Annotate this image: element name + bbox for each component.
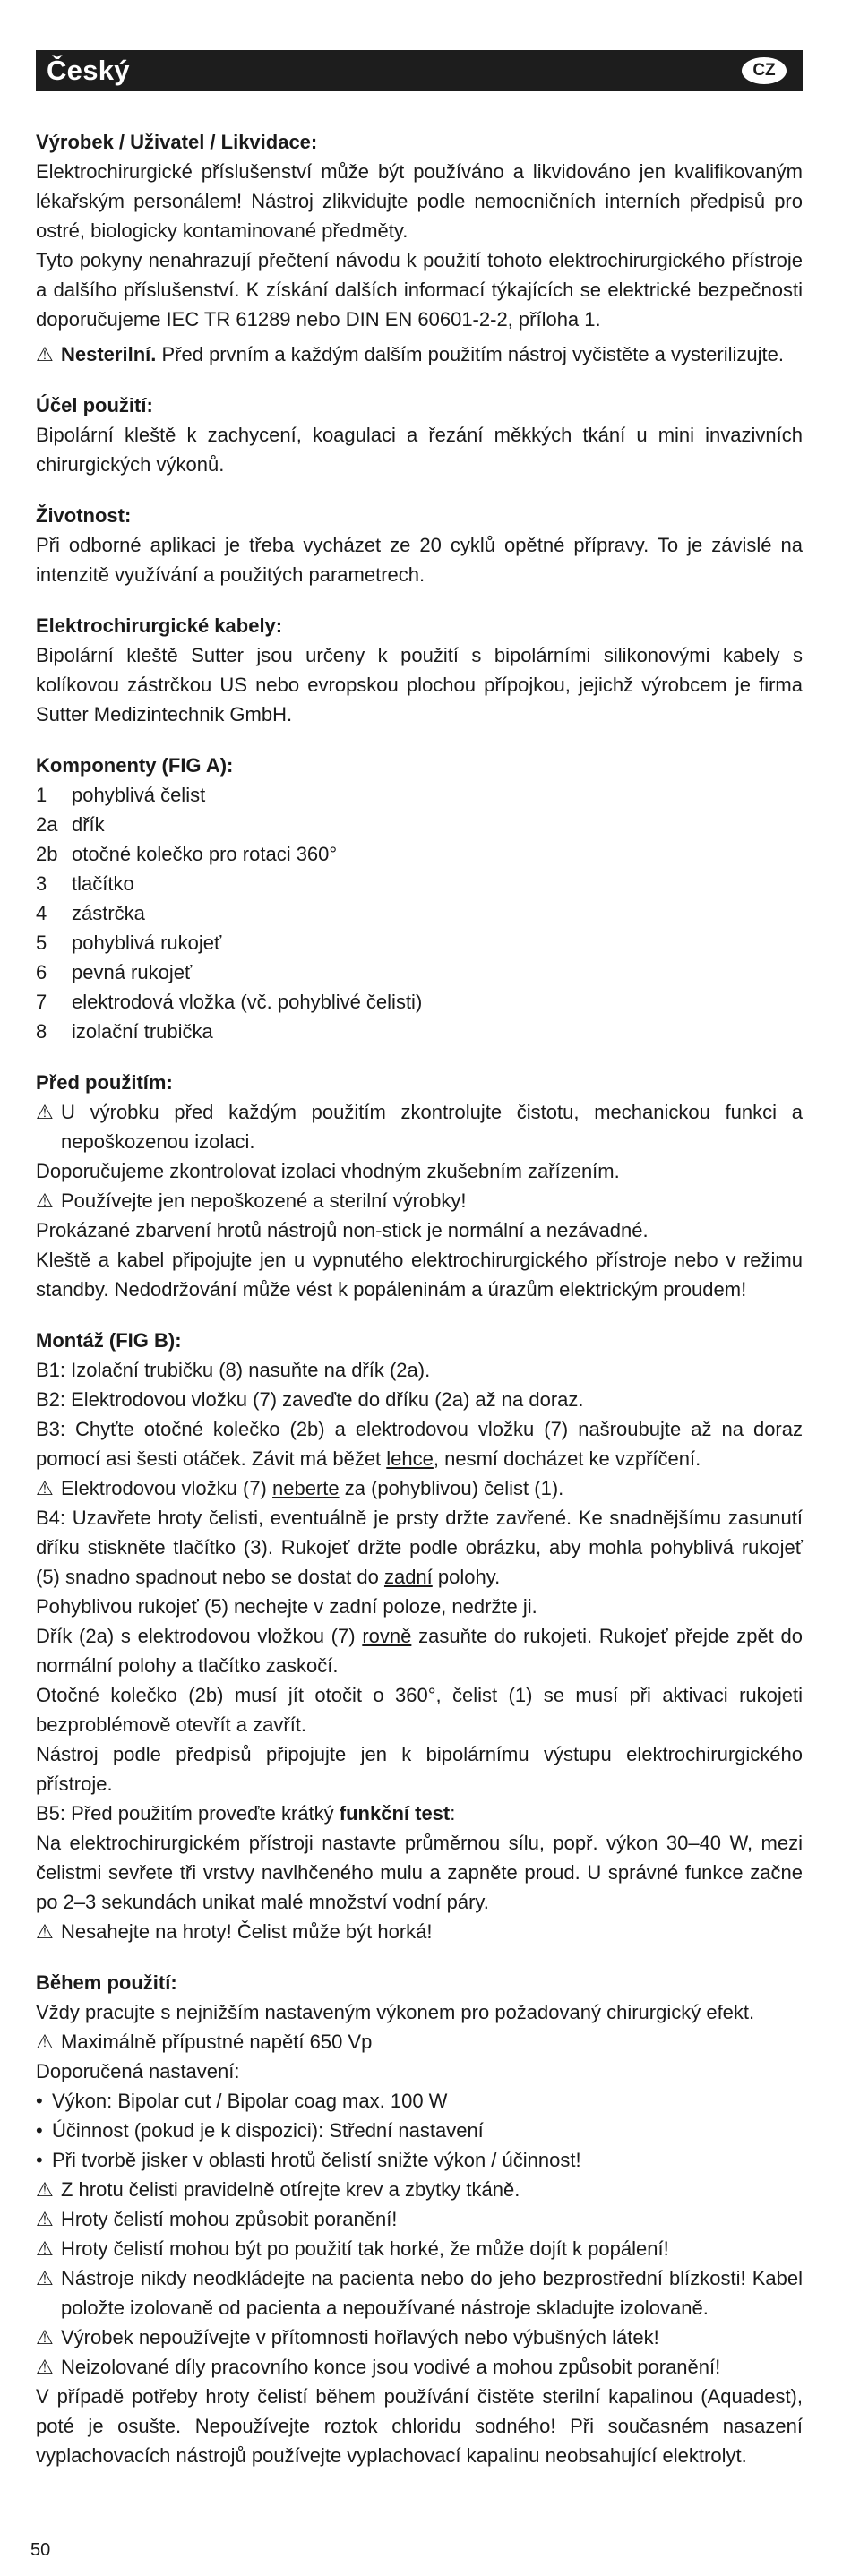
bullet-text: Výkon: Bipolar cut / Bipolar coag max. 100 W	[52, 2090, 448, 2112]
paragraph: Otočné kolečko (2b) musí jít otočit o 360°, čelist (1) se musí při aktivaci rukojeti bezproblémově otevřít a zavřít.	[36, 1684, 803, 1736]
warning-icon: ⚠	[36, 1101, 54, 1123]
page	[36, 50, 803, 2492]
warning-icon: ⚠	[36, 1920, 54, 1943]
list-item	[36, 780, 803, 810]
section-heading: Životnost:	[36, 504, 132, 527]
bullet-icon: •	[36, 2149, 43, 2171]
underlined-text: lehce	[386, 1447, 434, 1470]
item-number: 3	[36, 872, 47, 895]
text-run: Dřík (2a) s elektrodovou vložkou (7)	[36, 1625, 363, 1647]
warning-icon: ⚠	[36, 2237, 54, 2260]
underlined-text: neberte	[272, 1477, 340, 1499]
paragraph: Doporučená nastavení:	[36, 2060, 240, 2082]
warning-icon: ⚠	[36, 1477, 54, 1499]
bullet-item	[36, 2086, 803, 2116]
item-number: 1	[36, 784, 47, 806]
paragraph: V případě potřeby hroty čelistí během používání čistěte sterilní kapalinou (Aquadest), poté je osušte. Nepoužívejte roztok chloridu sodného! Při současném nasazení vyplachovacích nástrojů používejte vyplachovací kapalinu neobsahující elektrolyt.	[36, 2385, 803, 2467]
paragraph: Bipolární kleště Sutter jsou určeny k použití s bipolárními silikonovými kabely s kolíkovou zástrčkou US nebo evropskou plochou přípojkou, jejichž výrobcem je firma Sutter Medizintechnik GmbH.	[36, 644, 803, 726]
warning-icon: ⚠	[36, 2031, 54, 2053]
item-number: 2b	[36, 843, 58, 865]
warning-text: Před prvním a každým dalším použitím nástroj vyčistěte a vysterilizujte.	[156, 343, 784, 365]
bullet-item	[36, 2145, 803, 2175]
underlined-text: rovně	[362, 1625, 412, 1647]
section-before-use	[36, 1068, 803, 1304]
warning-icon: ⚠	[36, 1189, 54, 1212]
warning-text: U výrobku před každým použitím zkontrolujte čistotu, mechanickou funkci a nepoškozenou izolaci.	[61, 1101, 803, 1153]
section-components	[36, 751, 803, 1046]
item-label: izolační trubička	[72, 1020, 213, 1043]
bullet-text: Při tvorbě jisker v oblasti hrotů čelistí snižte výkon / účinnost!	[52, 2149, 581, 2171]
warning-note	[36, 2234, 803, 2263]
step-b1: B1: Izolační trubičku (8) nasuňte na dřík (2a).	[36, 1359, 431, 1381]
section-cables	[36, 611, 803, 729]
section-heading: Před použitím:	[36, 1071, 173, 1094]
warning-text: Z hrotu čelisti pravidelně otírejte krev a zbytky tkáně.	[61, 2178, 520, 2201]
section-heading: Komponenty (FIG A):	[36, 754, 234, 777]
country-code-badge: CZ	[742, 57, 787, 84]
section-heading: Elektrochirurgické kabely:	[36, 614, 283, 637]
text-run: polohy.	[432, 1566, 501, 1588]
list-item	[36, 839, 803, 869]
item-label: pohyblivá rukojeť	[72, 932, 222, 954]
item-label: elektrodová vložka (vč. pohyblivé čelisti)	[72, 991, 423, 1013]
item-label: dřík	[72, 813, 105, 836]
warning-text: Neizolované díly pracovního konce jsou vodivé a mohou způsobit poranění!	[61, 2356, 721, 2378]
item-number: 2a	[36, 813, 58, 836]
step-b2: B2: Elektrodovou vložku (7) zaveďte do dříku (2a) až na doraz.	[36, 1388, 584, 1411]
bullet-icon: •	[36, 2090, 43, 2112]
warning-text: Výrobek nepoužívejte v přítomnosti hořlavých nebo výbušných látek!	[61, 2326, 659, 2348]
warning-icon: ⚠	[36, 343, 54, 365]
warning-text: Hroty čelistí mohou být po použití tak horké, že může dojít k popálení!	[61, 2237, 669, 2260]
section-heading: Účel použití:	[36, 394, 153, 416]
warning-icon: ⚠	[36, 2178, 54, 2201]
section-intended-use	[36, 391, 803, 479]
list-item	[36, 869, 803, 898]
language-header-bar	[36, 50, 803, 91]
warning-text: Nástroje nikdy neodkládejte na pacienta nebo do jeho bezprostřední blízkosti! Kabel položte izolovaně od pacienta a nepoužívané nástroje skladujte izolovaně.	[61, 2267, 803, 2319]
page-number: 50	[30, 2540, 51, 2560]
paragraph: Tyto pokyny nenahrazují přečtení návodu k použití tohoto elektrochirurgického přístroje a dalšího příslušenství. K získání dalších informací týkajících se elektrické bezpečnosti doporučujeme IEC TR 61289 nebo DIN EN 60601-2-2, příloha 1.	[36, 249, 803, 331]
item-label: zástrčka	[72, 902, 145, 924]
warning-note	[36, 2204, 803, 2234]
warning-note	[36, 2027, 803, 2057]
warning-note	[36, 1473, 803, 1503]
warning-icon: ⚠	[36, 2267, 54, 2289]
warning-bold-text: Nesterilní.	[61, 343, 157, 365]
paragraph: Prokázané zbarvení hrotů nástrojů non-stick je normální a nezávadné.	[36, 1219, 649, 1241]
warning-note	[36, 2352, 803, 2382]
section-heading: Během použití:	[36, 1971, 177, 1994]
text-run: za (pohyblivou) čelist (1).	[339, 1477, 564, 1499]
list-item	[36, 1017, 803, 1046]
list-item	[36, 898, 803, 928]
item-label: tlačítko	[72, 872, 134, 895]
text-run: B5: Před použitím proveďte krátký	[36, 1802, 340, 1825]
bullet-text: Účinnost (pokud je k dispozici): Střední nastavení	[52, 2119, 484, 2142]
bullet-item	[36, 2116, 803, 2145]
warning-icon: ⚠	[36, 2208, 54, 2230]
paragraph	[36, 1621, 803, 1680]
text-run: B3: Chyťte otočné kolečko (2b) a elektrodovou vložku (7) našroubujte až na doraz pomocí asi šesti otáček. Závit má běžet	[36, 1418, 803, 1470]
item-number: 4	[36, 902, 47, 924]
warning-note	[36, 2263, 803, 2323]
section-product-user-disposal	[36, 127, 803, 369]
paragraph: Bipolární kleště k zachycení, koagulaci a řezání měkkých tkání u mini invazivních chirurgických výkonů.	[36, 424, 803, 476]
warning-text: Nesahejte na hroty! Čelist může být horká!	[61, 1920, 433, 1943]
step-b4	[36, 1503, 803, 1592]
text-run: , nesmí docházet ke vzpříčení.	[433, 1447, 701, 1470]
item-number: 8	[36, 1020, 47, 1043]
paragraph: Nástroj podle předpisů připojujte jen k bipolárnímu výstupu elektrochirurgického přístroje.	[36, 1743, 803, 1795]
section-heading: Montáž (FIG B):	[36, 1329, 182, 1352]
warning-icon: ⚠	[36, 2326, 54, 2348]
text-run: zasuňte do rukojeti. Rukojeť přejde zpět do normální polohy a tlačítko zaskočí.	[36, 1625, 803, 1677]
list-item	[36, 810, 803, 839]
item-label: pevná rukojeť	[72, 961, 193, 983]
bold-text: funkční test	[339, 1802, 451, 1825]
warning-note	[36, 1917, 803, 1946]
warning-note	[36, 2175, 803, 2204]
paragraph: Pohyblivou rukojeť (5) nechejte v zadní poloze, nedržte ji.	[36, 1595, 537, 1618]
underlined-text: zadní	[383, 1566, 433, 1588]
section-during-use	[36, 1968, 803, 2470]
warning-icon: ⚠	[36, 2356, 54, 2378]
step-b3	[36, 1414, 803, 1473]
text-run: :	[450, 1802, 456, 1825]
section-assembly	[36, 1326, 803, 1946]
section-lifetime	[36, 501, 803, 589]
paragraph: Kleště a kabel připojujte jen u vypnutého elektrochirurgického přístroje nebo v režimu standby. Nedodržování může vést k popáleninám a úrazům elektrickým proudem!	[36, 1249, 803, 1301]
warning-text: Maximálně přípustné napětí 650 Vp	[61, 2031, 373, 2053]
text-run: Elektrodovou vložku (7)	[61, 1477, 272, 1499]
warning-note	[36, 2323, 803, 2352]
warning-note	[36, 1097, 803, 1156]
paragraph: Doporučujeme zkontrolovat izolaci vhodným zkušebním zařízením.	[36, 1160, 620, 1182]
instructions-content	[36, 127, 803, 2470]
warning-note	[36, 339, 803, 369]
item-label: pohyblivá čelist	[72, 784, 206, 806]
section-heading: Výrobek / Uživatel / Likvidace:	[36, 131, 318, 153]
paragraph: Na elektrochirurgickém přístroji nastavte průměrnou sílu, popř. výkon 30–40 W, mezi čelistmi sevřete tři vrstvy navlhčeného mulu a zapněte proud. U správné funkce začne po 2–3 sekundách unikat malé množství vodní páry.	[36, 1832, 803, 1913]
language-title: Český	[47, 55, 130, 86]
paragraph: Elektrochirurgické příslušenství může být používáno a likvidováno jen kvalifikovaným lékařským personálem! Nástroj zlikvidujte podle nemocničních interních předpisů pro ostré, biologicky kontaminované předměty.	[36, 160, 803, 242]
item-number: 7	[36, 991, 47, 1013]
paragraph: Při odborné aplikaci je třeba vycházet ze 20 cyklů opětné přípravy. To je závislé na intenzitě využívání a použitých parametrech.	[36, 534, 803, 586]
paragraph: Vždy pracujte s nejnižším nastaveným výkonem pro požadovaný chirurgický efekt.	[36, 2001, 755, 2023]
bullet-icon: •	[36, 2119, 43, 2142]
list-item	[36, 957, 803, 987]
item-label: otočné kolečko pro rotaci 360°	[72, 843, 338, 865]
warning-note	[36, 1186, 803, 1215]
list-item	[36, 928, 803, 957]
text-run: B4: Uzavřete hroty čelisti, eventuálně je prsty držte zavřené. Ke snadnějšímu zasunutí dříku stiskněte tlačítko (3). Rukojeť držte podle obrázku, aby mohla pohyblivá rukojeť (5) snadno spadnout nebo se dostat do	[36, 1507, 803, 1588]
warning-text: Používejte jen nepoškozené a sterilní výrobky!	[61, 1189, 467, 1212]
warning-text: Hroty čelistí mohou způsobit poranění!	[61, 2208, 398, 2230]
item-number: 5	[36, 932, 47, 954]
step-b5	[36, 1799, 803, 1828]
item-number: 6	[36, 961, 47, 983]
list-item	[36, 987, 803, 1017]
